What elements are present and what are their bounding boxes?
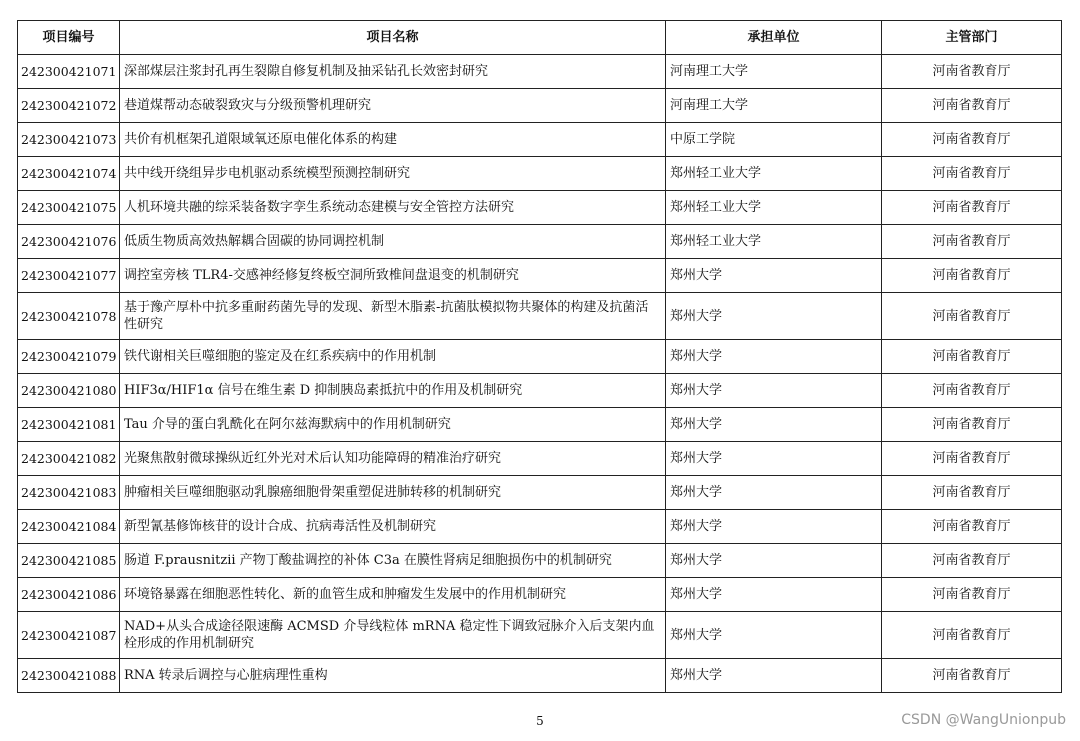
table-row — [18, 340, 1062, 374]
cell-project-name: 铁代谢相关巨噬细胞的鉴定及在红系疾病中的作用机制 — [120, 340, 666, 374]
cell-undertaking-unit: 河南理工大学 — [666, 55, 882, 89]
cell-project-name: 环境铬暴露在细胞恶性转化、新的血管生成和肿瘤发生发展中的作用机制研究 — [120, 578, 666, 612]
cell-project-id: 242300421088 — [18, 659, 120, 693]
cell-supervising-dept: 河南省教育厅 — [882, 225, 1062, 259]
cell-project-name: 肠道 F.prausnitzii 产物丁酸盐调控的补体 C3a 在膜性肾病足细胞损伤中的机制研究 — [120, 544, 666, 578]
cell-project-id: 242300421087 — [18, 612, 120, 659]
project-table-container — [17, 20, 1061, 693]
cell-undertaking-unit: 郑州大学 — [666, 612, 882, 659]
cell-project-name: 低质生物质高效热解耦合固碳的协同调控机制 — [120, 225, 666, 259]
cell-supervising-dept: 河南省教育厅 — [882, 340, 1062, 374]
cell-project-id: 242300421077 — [18, 259, 120, 293]
cell-undertaking-unit: 郑州轻工业大学 — [666, 191, 882, 225]
cell-project-id: 242300421086 — [18, 578, 120, 612]
table-row — [18, 578, 1062, 612]
cell-supervising-dept: 河南省教育厅 — [882, 544, 1062, 578]
watermark: CSDN @WangUnionpub — [901, 712, 1066, 728]
cell-undertaking-unit: 郑州大学 — [666, 374, 882, 408]
header-project-name: 项目名称 — [120, 21, 666, 55]
header-undertaking-unit: 承担单位 — [666, 21, 882, 55]
table-row — [18, 476, 1062, 510]
cell-project-name: 巷道煤帮动态破裂致灾与分级预警机理研究 — [120, 89, 666, 123]
cell-project-name: 光聚焦散射微球操纵近红外光对术后认知功能障碍的精准治疗研究 — [120, 442, 666, 476]
cell-project-name: Tau 介导的蛋白乳酰化在阿尔兹海默病中的作用机制研究 — [120, 408, 666, 442]
table-row — [18, 408, 1062, 442]
cell-project-id: 242300421081 — [18, 408, 120, 442]
cell-project-name: RNA 转录后调控与心脏病理性重构 — [120, 659, 666, 693]
cell-supervising-dept: 河南省教育厅 — [882, 191, 1062, 225]
cell-undertaking-unit: 郑州轻工业大学 — [666, 157, 882, 191]
table-row — [18, 659, 1062, 693]
cell-project-id: 242300421080 — [18, 374, 120, 408]
cell-undertaking-unit: 郑州大学 — [666, 476, 882, 510]
cell-project-name: 调控室旁核 TLR4-交感神经修复终板空洞所致椎间盘退变的机制研究 — [120, 259, 666, 293]
cell-supervising-dept: 河南省教育厅 — [882, 408, 1062, 442]
cell-project-name: HIF3α/HIF1α 信号在维生素 D 抑制胰岛素抵抗中的作用及机制研究 — [120, 374, 666, 408]
cell-project-id: 242300421079 — [18, 340, 120, 374]
cell-undertaking-unit: 郑州大学 — [666, 259, 882, 293]
cell-undertaking-unit: 郑州大学 — [666, 408, 882, 442]
cell-supervising-dept: 河南省教育厅 — [882, 578, 1062, 612]
cell-supervising-dept: 河南省教育厅 — [882, 612, 1062, 659]
cell-supervising-dept: 河南省教育厅 — [882, 659, 1062, 693]
cell-supervising-dept: 河南省教育厅 — [882, 510, 1062, 544]
cell-undertaking-unit: 中原工学院 — [666, 123, 882, 157]
table-row — [18, 225, 1062, 259]
cell-project-id: 242300421074 — [18, 157, 120, 191]
cell-undertaking-unit: 河南理工大学 — [666, 89, 882, 123]
cell-project-id: 242300421075 — [18, 191, 120, 225]
cell-project-name: 基于豫产厚朴中抗多重耐药菌先导的发现、新型木脂素-抗菌肽模拟物共聚体的构建及抗菌活性研究 — [120, 293, 666, 340]
cell-project-id: 242300421084 — [18, 510, 120, 544]
table-row — [18, 191, 1062, 225]
cell-project-name: 人机环境共融的综采装备数字孪生系统动态建模与安全管控方法研究 — [120, 191, 666, 225]
cell-project-id: 242300421085 — [18, 544, 120, 578]
cell-supervising-dept: 河南省教育厅 — [882, 442, 1062, 476]
table-body — [18, 55, 1062, 693]
project-table — [17, 20, 1062, 693]
cell-project-name: 共价有机框架孔道限域氧还原电催化体系的构建 — [120, 123, 666, 157]
cell-project-name: 新型氰基修饰核苷的设计合成、抗病毒活性及机制研究 — [120, 510, 666, 544]
page-number: 5 — [536, 714, 544, 728]
table-row — [18, 55, 1062, 89]
table-row — [18, 374, 1062, 408]
cell-supervising-dept: 河南省教育厅 — [882, 259, 1062, 293]
cell-undertaking-unit: 郑州轻工业大学 — [666, 225, 882, 259]
table-row — [18, 510, 1062, 544]
table-row — [18, 123, 1062, 157]
cell-project-id: 242300421071 — [18, 55, 120, 89]
cell-undertaking-unit: 郑州大学 — [666, 659, 882, 693]
cell-project-id: 242300421076 — [18, 225, 120, 259]
cell-project-id: 242300421073 — [18, 123, 120, 157]
table-row — [18, 157, 1062, 191]
cell-supervising-dept: 河南省教育厅 — [882, 89, 1062, 123]
cell-project-id: 242300421072 — [18, 89, 120, 123]
cell-project-name: 共中线开绕组异步电机驱动系统模型预测控制研究 — [120, 157, 666, 191]
cell-undertaking-unit: 郑州大学 — [666, 293, 882, 340]
cell-project-name: 肿瘤相关巨噬细胞驱动乳腺癌细胞骨架重塑促进肺转移的机制研究 — [120, 476, 666, 510]
table-row — [18, 259, 1062, 293]
cell-supervising-dept: 河南省教育厅 — [882, 55, 1062, 89]
cell-project-id: 242300421083 — [18, 476, 120, 510]
header-supervising-dept: 主管部门 — [882, 21, 1062, 55]
cell-supervising-dept: 河南省教育厅 — [882, 293, 1062, 340]
cell-supervising-dept: 河南省教育厅 — [882, 476, 1062, 510]
cell-project-id: 242300421082 — [18, 442, 120, 476]
cell-project-name: 深部煤层注浆封孔再生裂隙自修复机制及抽采钻孔长效密封研究 — [120, 55, 666, 89]
table-row — [18, 89, 1062, 123]
table-row — [18, 442, 1062, 476]
header-project-id: 项目编号 — [18, 21, 120, 55]
cell-undertaking-unit: 郑州大学 — [666, 544, 882, 578]
cell-supervising-dept: 河南省教育厅 — [882, 123, 1062, 157]
cell-undertaking-unit: 郑州大学 — [666, 510, 882, 544]
cell-undertaking-unit: 郑州大学 — [666, 442, 882, 476]
cell-undertaking-unit: 郑州大学 — [666, 340, 882, 374]
table-header-row — [18, 21, 1062, 55]
cell-undertaking-unit: 郑州大学 — [666, 578, 882, 612]
cell-supervising-dept: 河南省教育厅 — [882, 157, 1062, 191]
table-row — [18, 612, 1062, 659]
table-row — [18, 293, 1062, 340]
cell-project-name: NAD+从头合成途径限速酶 ACMSD 介导线粒体 mRNA 稳定性下调致冠脉介入后支架内血栓形成的作用机制研究 — [120, 612, 666, 659]
table-row — [18, 544, 1062, 578]
cell-supervising-dept: 河南省教育厅 — [882, 374, 1062, 408]
cell-project-id: 242300421078 — [18, 293, 120, 340]
